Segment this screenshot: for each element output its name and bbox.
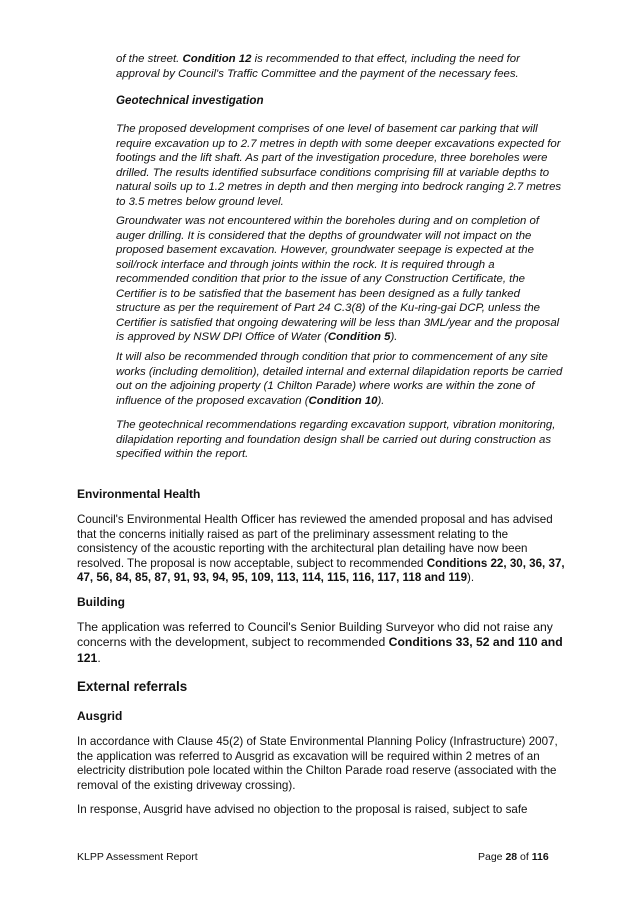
text: Council's Environmental Health Officer has reviewed the amended proposal and has advised that the concerns initially raised as part of the preliminary assessment relating to the consistency of the acoustic reporting with the architectural plan detailing have now been resolved. The proposal is now acceptable, subject to recommended xyxy=(77,513,553,570)
text: is recommended to that effect, including the need for approval by Council's Traffic Committee and the payment of the necessary fees. xyxy=(116,53,520,80)
condition-ref: Conditions 33, 52 and 110 and 121 xyxy=(77,635,563,665)
geotechnical-paragraph-4: The geotechnical recommendations regarding excavation support, vibration monitoring, dilapidation reporting and foundation design shall be carried out during construction as specified within the report. xyxy=(116,419,556,460)
footer-report-title: KLPP Assessment Report xyxy=(77,851,198,863)
text: . xyxy=(97,650,101,665)
geotechnical-paragraph-1: The proposed development comprises of one level of basement car parking that will require excavation up to 2.7 metres in depth with some deeper excavations expected for footings and the lift shaft. As part of the investigation procedure, three boreholes were drilled. The results identified subsurface conditions comprising fill at variable depths to natural soils up to 1.2 metres in depth and then merging into bedrock ranging 2.7 metres to 3.5 metres below ground level. xyxy=(116,123,562,208)
ausgrid-paragraph-1: In accordance with Clause 45(2) of State Environmental Planning Policy (Infrastructure) 2007, the application was referred to Ausgrid as excavation will be required within 2 metres of an electricity distribution pole located within the Chilton Parade road reserve (associated with the removal of the existing driveway crossing). xyxy=(77,735,558,792)
geotechnical-heading: Geotechnical investigation xyxy=(116,94,264,107)
footer-page-number xyxy=(478,851,549,863)
geotechnical-paragraph-2 xyxy=(116,214,566,345)
environmental-health-paragraph xyxy=(77,513,567,586)
condition-ref: Condition 12 xyxy=(182,53,252,65)
condition-ref: Conditions 22, 30, 36, 37, 47, 56, 84, 85, 87, 91, 93, 94, 95, 109, 113, 114, 115, 116, 117, 118 and 119 xyxy=(77,556,565,585)
text: ). xyxy=(390,331,398,343)
total-pages: 116 xyxy=(531,851,549,863)
text: ). xyxy=(467,571,475,585)
building-heading: Building xyxy=(77,595,125,609)
ausgrid-heading: Ausgrid xyxy=(77,709,123,723)
text: of the street. xyxy=(116,53,183,65)
text: Page xyxy=(478,851,506,863)
geotechnical-paragraph-3 xyxy=(116,350,566,408)
external-referrals-heading: External referrals xyxy=(77,679,188,694)
intro-paragraph xyxy=(116,52,566,81)
text: of xyxy=(517,851,532,863)
text: ). xyxy=(377,394,385,407)
building-paragraph xyxy=(77,620,567,666)
text: Groundwater was not encountered within the boreholes during and on completion of auger drilling. It is considered that the depths of groundwater will not impact on the proposed basement excavation. However, groundwater seepage is expected at the soil/rock interface and through joints within the rock. It is required through a recommended condition that prior to the issue of any Construction Certificate, the Certifier is to be satisfied that the basement has been designed as a fully tanked structure as per the requirement of Part 24 C.3(8) of the Ku-ring-gai DCP, unless the Certifier is satisfied that ongoing dewatering will be less than 3ML/year and the proposal is approved by NSW DPI Office of Water ( xyxy=(116,215,560,343)
text: The application was referred to Council's Senior Building Surveyor who did not raise any concerns with the development, subject to recommended xyxy=(77,620,553,650)
current-page: 28 xyxy=(505,851,518,863)
environmental-health-heading: Environmental Health xyxy=(77,487,201,501)
condition-ref: Condition 5 xyxy=(327,331,391,343)
condition-ref: Condition 10 xyxy=(308,394,378,407)
ausgrid-paragraph-2: In response, Ausgrid have advised no objection to the proposal is raised, subject to safe xyxy=(77,803,528,816)
text: It will also be recommended through condition that prior to commencement of any site works (including demolition), detailed internal and external dilapidation reports be carried out on the adjoining property (1 Chilton Parade) where works are within the zone of influence of the proposed excavation ( xyxy=(116,351,563,407)
